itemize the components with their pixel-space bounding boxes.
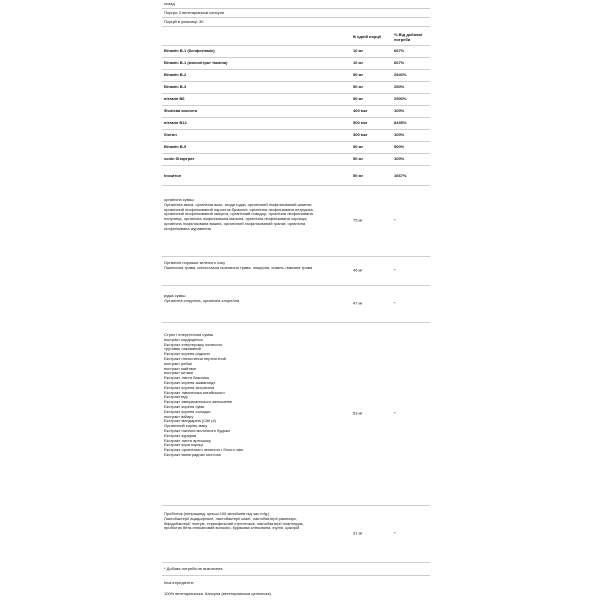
column-header-row <box>162 27 430 46</box>
nutrient-amount: 500 мкг <box>353 120 368 125</box>
nutrient-name: Вітамін B-3 <box>164 84 187 89</box>
nutrient-amount: 10 мг <box>353 60 364 65</box>
vitamin-row <box>162 70 430 82</box>
blend-ingredient-line: Екстракт листя артишоку <box>164 437 211 443</box>
nutrient-name: Фолієва кислота <box>164 108 198 113</box>
blend-row <box>162 286 430 323</box>
blend-ingredient-line: ліофілізована журавлина <box>164 225 211 231</box>
nutrient-amount: 50 мг <box>353 144 364 149</box>
blend-ingredient-line: Екстракт куркуми <box>164 432 197 438</box>
serving-size: Порція: 2 вегетаріанські капсули <box>162 9 430 18</box>
blend-title: рідка суміш <box>164 293 186 298</box>
vitamin-row <box>162 46 430 58</box>
nutrient-amount: 50 мг <box>353 173 364 178</box>
blend-title: Пробіотик (непрацевд, ціпьші 100 мільйонів під час mfg.) <box>164 511 270 516</box>
blend-ingredient-line: Екстракт листя базиліка <box>164 375 209 381</box>
vitamin-row <box>162 94 430 106</box>
blend-ingredient-line: Екстракт органічного зеленого і білого чаю <box>164 447 244 453</box>
nutrient-dv: 100% <box>394 132 405 137</box>
supplement-facts-table <box>162 0 430 598</box>
blend-ingredient-line: Екстракт гінкостинии пертлістной <box>164 355 226 361</box>
blend-ingredient-line: трутовик лакований <box>164 346 201 352</box>
vitamin-row <box>162 154 430 166</box>
nutrient-name: Вітамін B-2 <box>164 72 187 77</box>
nutrient-name: біотин <box>164 132 177 137</box>
vitamin-row <box>162 82 430 94</box>
blend-ingredient-line: Пшенична трава, спічестаьна пшенична трава, люцерна, ячмінь і вівсяна трава <box>164 264 313 270</box>
blend-ingredient-line: полуниця, органічна ліофілізована малина, органічна ліофілізована чорниця, <box>164 216 308 222</box>
blend-row <box>162 323 430 506</box>
blend-dv: * <box>394 300 396 306</box>
other-ingredients-text: 100% вегетаріанська. Капсула (вегетаріанська целюлоза). <box>164 591 272 596</box>
blend-dv: * <box>394 410 396 416</box>
blend-ingredient-line: органічний ліофілізований капуста, органічний помідор, органічна ліофілізована <box>164 211 313 217</box>
nutrient-amount: 10 мг <box>353 48 364 53</box>
nutrient-name: Інозитол <box>164 173 182 178</box>
nutrient-name: вітамін B6 <box>164 96 185 101</box>
blend-ingredient-line: Екстракт кори кориці <box>164 442 203 448</box>
nutrient-dv: 100% <box>394 156 405 161</box>
blend-amount: 46 мг <box>353 267 363 273</box>
blend-ingredients <box>164 198 349 232</box>
blend-amount: 31 мг <box>353 530 363 536</box>
blend-ingredient-line: Екстракт кореня солодки <box>164 408 211 414</box>
blend-ingredient-line: Лактобактерії ацидофільні, лактобактерії казеї, лактобактерії рамнозус, <box>164 515 298 521</box>
nutrient-dv: 2940% <box>394 72 407 77</box>
blend-ingredient-line: Екстракт кореня ашвагандх <box>164 379 216 385</box>
nutrient-amount: 50 мг <box>353 84 364 89</box>
blend-ingredient-line: екстракт шітаке <box>164 370 194 376</box>
nutrient-name: вітамін B12 <box>164 120 187 125</box>
vitamin-row <box>162 58 430 70</box>
nutrient-dv: 8335% <box>394 120 407 125</box>
blend-ingredient-line: Екстракт лимонника китайського <box>164 389 225 395</box>
nutrient-amount: 50 мг <box>353 72 364 77</box>
blend-amount: 53 мг <box>353 410 363 416</box>
blend-ingredient-line: Екстракт кореня астрагала <box>164 384 215 390</box>
vitamin-rows <box>162 46 430 186</box>
nutrient-dv: 500% <box>394 144 405 149</box>
nutrient-dv: 2500% <box>394 96 407 101</box>
nutrient-amount: 400 мкг <box>353 108 368 113</box>
blend-amount: 75 мг <box>353 217 363 223</box>
blend-ingredient-line: біфідобактерії лонгум, термофільний стрептокок, лактобактерії плантарум, <box>164 520 304 526</box>
blend-ingredients <box>164 333 349 458</box>
blend-ingredient-line: пробіотик бета-глюкановий волокно, бурякова клітковина, інулін, цикорій <box>164 525 300 531</box>
composition-title: склад <box>162 0 430 9</box>
blend-dv: * <box>394 267 396 273</box>
blend-row <box>162 506 430 563</box>
other-ingredients-title: Інші інгредієнти: <box>164 580 195 585</box>
blend-ingredient-line: Екстракт кореня суми <box>164 403 205 409</box>
blend-ingredient-line: екстракт рейші <box>164 360 192 366</box>
blend-title: Стрес і енергетична суміш <box>164 332 214 337</box>
blend-rows <box>162 186 430 563</box>
nutrient-dv: 100% <box>394 108 405 113</box>
nutrient-name: Вітамін B-1 (бенфотіамін) <box>164 48 215 53</box>
nutrient-dv: 667% <box>394 60 405 65</box>
nutrient-amount: 50 мг <box>353 156 364 161</box>
blend-ingredient-line: Екстракт виноградних кісточок <box>164 451 221 457</box>
nutrient-dv: 250% <box>394 84 405 89</box>
blend-dv: * <box>394 530 396 536</box>
vitamin-row <box>162 118 430 130</box>
servings-per-container: Порцій в упаковці: 30 <box>162 18 430 27</box>
blend-ingredient-line: органічний ліофілізований паросток брокколі, органічна ліофілізована петрушка, <box>164 206 314 212</box>
nutrient-amount: 300 мкг <box>353 132 368 137</box>
blend-ingredient-line: Екстракт мандаріна (Citri pl) <box>164 418 216 424</box>
blend-row <box>162 186 430 257</box>
amount-column-header: В одній порції <box>353 34 382 39</box>
nutrient-name: Вітамін B-1 (мононітрат тіаміна) <box>164 60 228 65</box>
blend-ingredient-line: Екстракт елеутерокку колючого <box>164 341 223 347</box>
dv-column-header: % Від добової потреби <box>394 32 423 42</box>
vitamin-row <box>162 142 430 154</box>
nutrient-dv: 1667% <box>394 173 407 178</box>
blend-ingredient-line: екстракт майтаке <box>164 365 197 371</box>
blend-title: Органічні порошки зеленого соку <box>164 260 226 265</box>
blend-title: органічна суміш <box>164 197 194 202</box>
blend-ingredients <box>164 294 349 304</box>
blend-ingredient-line: Екстракт американського женьшеню <box>164 399 233 405</box>
nutrient-amount: 50 мг <box>353 96 364 101</box>
blend-ingredient-line: Органічна амла, органічна акас, ягоди годжі, органічний ліофілізований шпинат, <box>164 201 313 207</box>
blend-dv: * <box>394 217 396 223</box>
blend-ingredients <box>164 512 349 531</box>
footnote: * Добова потреба не визначена <box>162 565 430 576</box>
blend-ingredient-line: Екстракт кореня родіоли <box>164 351 210 357</box>
blend-ingredient-line: Екстракт насіння молочного будяка <box>164 427 230 433</box>
vitamin-row <box>162 166 430 186</box>
nutrient-name: Вітамін B-5 <box>164 144 187 149</box>
blend-amount: 47 мг <box>353 300 363 306</box>
blend-row <box>162 257 430 286</box>
blend-ingredients <box>164 261 349 271</box>
vitamin-row <box>162 130 430 142</box>
nutrient-dv: 667% <box>394 48 405 53</box>
blend-ingredient-line: Органічна спіруліна, органічна хлорелла <box>164 297 240 303</box>
blend-ingredient-line: Екстракттеді <box>164 394 188 400</box>
blend-ingredient-line: Органічний корінь маку <box>164 423 208 429</box>
blend-ingredient-line: екстракт імбиру <box>164 413 194 419</box>
vitamin-row <box>162 106 430 118</box>
nutrient-name: холін бітартрат <box>164 156 195 161</box>
blend-ingredient-line: органічна ліофілізована вишня, органічний ліофілізований гранат, органічна <box>164 220 306 226</box>
blend-ingredient-line: екстракт кордицепса <box>164 336 203 342</box>
